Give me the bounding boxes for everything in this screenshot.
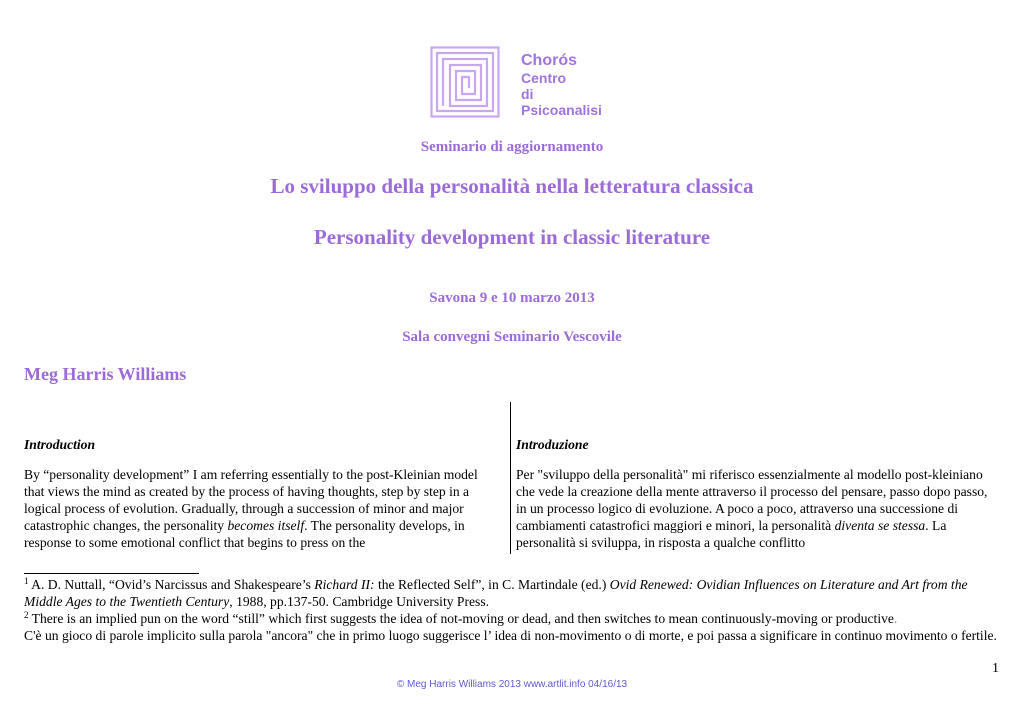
english-heading: Introduction	[24, 437, 96, 452]
venue: Sala convegni Seminario Vescovile	[402, 329, 622, 345]
footnote-1: $^1$ A. D. Nuttall, “Ovid’s Narcissus and Shakespeare’s Richard II: the Reflected Self”, in C. Martindale (ed.) Ovid Renewed: Ovidian Influences on Literature and Art from the Middle Ages to the Twentieth Century, 1988, pp.137-50. Cambridge University Press.	[24, 576, 968, 609]
footnote-2: $^2$ There is an implied pun on the word “still” which first suggests the idea of not-moving or dead, and then switches to mean continuously-moving or productive. C'è un gioco di parole implicito sulla parola "ancora" che in primo luogo suggerisce l’ idea di non-movimento o di morte, e poi passa a significare in continuo movimento o fertile.	[24, 610, 997, 643]
title-italian: Lo sviluppo della personalità nella letteratura classica	[270, 174, 754, 198]
italian-column	[516, 436, 996, 551]
copyright-footer: © Meg Harris Williams 2013 www.artlit.info 04/16/13	[396, 679, 628, 690]
footnotes	[24, 576, 999, 644]
seminar-label: Seminario di aggiornamento	[420, 139, 604, 155]
title-english: Personality development in classic literature	[313, 225, 711, 249]
english-column	[24, 436, 496, 551]
logo-line-3: Psicoanalisi	[521, 102, 602, 118]
footnote-rule	[24, 573, 199, 574]
page-number: 1	[992, 661, 999, 676]
author-name: Meg Harris Williams	[24, 364, 187, 384]
place-date: Savona 9 e 10 marzo 2013	[429, 290, 595, 306]
logo-line-2: di	[521, 86, 534, 102]
logo-name: Chorós	[521, 52, 577, 69]
italian-heading: Introduzione	[516, 437, 589, 452]
column-divider	[510, 402, 511, 554]
english-paragraph: By “personality development” I am referring essentially to the post-Kleinian model that views the mind as created by the process of having thoughts, step by step in a logical process of evolution. Gradually, through a succession of minor and major catastrophic changes, the personality becomes itself. The personality develops, in response to some emotional conflict that begins to press on the	[24, 467, 478, 550]
italian-paragraph: Per "sviluppo della personalità" mi riferisco essenzialmente al modello post-kleiniano che vede la creazione della mente attraverso il processo del pensare, passo dopo passo, in un processo logico di evoluzione. A poco a poco, attraverso una successione di cambiamenti catastrofici maggiori e minori, la personalità diventa se stessa. La personalità si sviluppa, in risposta a qualche conflitto	[516, 467, 988, 550]
logo-text	[521, 52, 602, 118]
labyrinth-logo-icon	[430, 46, 500, 118]
logo-line-1: Centro	[521, 70, 567, 86]
